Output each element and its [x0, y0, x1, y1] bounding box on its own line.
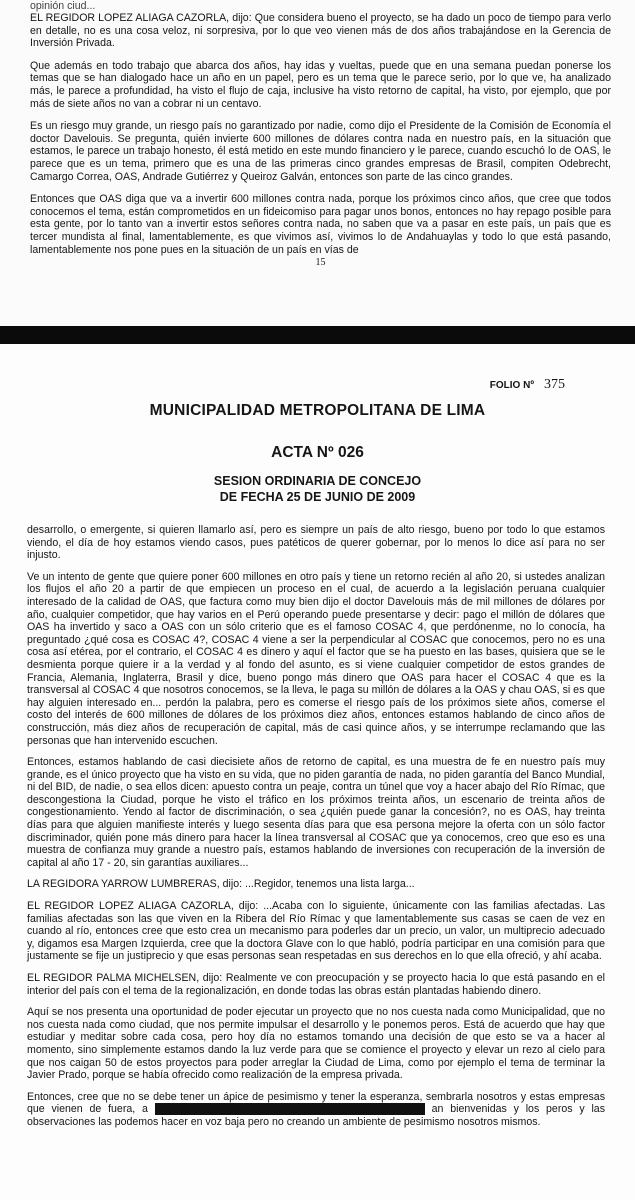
acta-number: ACTA Nº 026: [271, 444, 364, 461]
minutes-body: [27, 524, 605, 1138]
folio-label-text: FOLIO Nº: [489, 380, 534, 391]
current-page: [0, 344, 635, 1200]
previous-page: [0, 0, 635, 326]
institution-title: MUNICIPALIDAD METROPOLITANA DE LIMA: [149, 402, 486, 419]
paragraph: Que además en todo trabajo que abarca dos años, hay idas y vueltas, puede que en una semana puedan ponerse los temas que se han dialogado hace un año en un papel, pero es un tema que le parece serio, por lo que ve, ha analizado más, le parece a profundidad, ha visto el flujo de caja, inclusive ha visto retorno de capital, ha visto, por ejemplo, que por más de siete años no van a cobrar ni un centavo.: [30, 59, 611, 110]
paragraph-final: [27, 1091, 605, 1129]
redaction-bar: [155, 1103, 425, 1115]
paragraph: Entonces que OAS diga que va a invertir 600 millones contra nada, porque los próximos cinco años, que cree que todos conocemos el tema, están comprometidos en un fideicomiso para pagar unos bonos, entonces no hay repago posible para esta gente, por lo tanto van a invertir estos señores contra nada, no saben que va a pasar en este país, un país que es tercer mundista al final, lamentablemente, es que vivimos así, vivimos lo de Andahuaylas y todo lo que está pasando, lamentablemente nos pone pues en la situación de un país en vías de: [30, 193, 611, 256]
folio-label: [490, 377, 565, 393]
paragraph: Ve un intento de gente que quiere poner 600 millones en otro país y tiene un retorno recién al año 20, si ustedes analizan los flujos el año 20 a partir de que empiecen un proceso en el cual, de acuerdo a la legislación peruana cualquier interesado de la calidad de OAS, que factura como muy bien dijo el doctor Davelouis más de mil millones de dólares por año, cualquier competidor, que hay varios en el Perú operando puede presentarse y decir: pago el millón de dólares que OAS ha invertido y saco a OAS con un sólo criterio que es el famoso COSAC 4, que perdónenme, no lo conocía, ha preguntado ¿qué cosa es COSAC 4?, COSAC 4 viene a ser la perpendicular al COSAC que conocemos, pero no es una cosa así etérea, por el contrario, el COSAC 4 es dinero y aquí el factor que se ha puesto en las bases, quisiera que se le desmienta porque quiere ir a la verdad y al fondo del asunto, es si viene cualquier competidor de estos grandes de Francia, Alemania, Inglaterra, Brasil y dice, bueno pongo más dinero que OAS para hacer el COSAC 4 que es la transversal al COSAC 4 que nosotros conocemos, se la lleva, le paga su millón de dólares a la OAS y chau OAS, si es que hay alguien interesado en... perdón la palabra, pero es comerse el riesgo país de los próximos siete años, comerse el costo del interés de 600 millones de dólares de los próximos diez años, entonces estamos hablando de cinco años de construcción, más diez años de recuperación de capital, más de casi quince años, y se interrumpe reclamando que las personas que han intervenido escuchen.: [27, 570, 605, 747]
paragraph-start: Entonces, cree que no se debe tener un ápice de pesimismo y tener la esperanza, sembrarla nosotros y estas empresas que vienen de fuera, a: [27, 1090, 605, 1116]
paragraph: Entonces, estamos hablando de casi diecisiete años de retorno de capital, es una muestra de fe en nuestro país muy grande, es el único proyecto que ha visto en su vida, que no piden garantía de nada, no piden garantía del Banco Mundial, ni del BID, de nadie, o sea ellos dicen: apuesto contra un peaje, contra un túnel que voy a hacer abajo del Río Rímac, que descongestiona la Ciudad, porque he visto el tráfico en los próximos treinta años, un escenario de treinta años de congestionamiento. Yendo al factor de discriminación, o sea ¿quién puede ganar la concesión?, no es OAS, hay treinta días para que alguien manifieste interés y luego sesenta días para que esa persona mejore la oferta con un sólo factor discriminador, quién pone más dinero para hacer la línea transversal al COSAC que ya conocemos, creo que eso es una muestra de confianza muy grande a nuestro país, estamos hablando de inversiones con recuperación de la inversión de capital al año 17 - 20, sin garantías auxiliares...: [27, 756, 605, 869]
session-title: SESION ORDINARIA DE CONCEJO: [213, 474, 422, 488]
paragraph: EL REGIDOR LOPEZ ALIAGA CAZORLA, dijo: Que considera bueno el proyecto, se ha dado un poco de tiempo para verlo en detalle, no es una cosa veloz, ni sorpresiva, por lo que veo vienen más de dos años trabajándose en la Gerencia de Inversión Privada.: [30, 12, 611, 50]
paragraph: Aquí se nos presenta una oportunidad de poder ejecutar un proyecto que no nos cuesta nada como Municipalidad, que no nos cuesta nada como ciudad, que nos permite impulsar el desarrollo y le ponemos peros. Está de acuerdo que hay que estudiar y meditar sobre cada cosa, pero hoy día no estamos tomando una decisión de que esto se va a hacer al momento, sino simplemente estamos dando la luz verde para que se comience el proyecto y elevar un rezo al cielo para que nos caigan 50 de estos proyectos para poder arreglar la Ciudad de Lima, como por ejemplo el tema de terminar la Javier Prado, porque se había ofrecido como realización de la empresa privada.: [27, 1006, 605, 1082]
paragraph: EL REGIDOR LOPEZ ALIAGA CAZORLA, dijo: ...Acaba con lo siguiente, únicamente con las familias afectadas. Las familias afectadas son las que viven en la Ribera del Río Rímac y que lamentablemente sus casas se caen de vez en cuando al río, entonces cree que esto crea un mecanismo para poderles dar un precio, un valor, un multiprecio adecuado y, digamos esa Margen Izquierda, cree que la doctora Glave con lo que habló, podría participar en una comisión para que justamente se fije un justiprecio y que esas personas sean respetadas en sus derechos en lo que ella ofreció, y ahí acaba.: [27, 900, 605, 963]
page-divider: [0, 326, 635, 344]
page-number: 15: [315, 257, 326, 269]
session-date: DE FECHA 25 DE JUNIO DE 2009: [219, 490, 416, 504]
cut-off-fragment: opinión ciud...: [30, 0, 96, 12]
paragraph: LA REGIDORA YARROW LUMBRERAS, dijo: ...Regidor, tenemos una lista larga...: [27, 878, 415, 891]
folio-number: 375: [544, 377, 565, 392]
paragraph-end: an bienvenidas y los peros y las observaciones las podemos hacer en voz baja pero no creando un ambiente de pesimismo nosotros mismos.: [27, 1103, 605, 1128]
paragraph: desarrollo, o emergente, si quieren llamarlo así, pero es siempre un país de alto riesgo, bueno por todo lo que estamos viendo, el día de hoy estamos viendo casos, pues patéticos de querer gobernar, por lo menos lo dice así para no ser injusto.: [27, 524, 605, 562]
paragraph: EL REGIDOR PALMA MICHELSEN, dijo: Realmente ve con preocupación y se proyecto hacia lo que está pasando en el interior del país con el tema de la regionalización, en donde todas las obras están plantadas habiendo dinero.: [27, 972, 605, 997]
paragraph: Es un riesgo muy grande, un riesgo país no garantizado por nadie, como dijo el Presidente de la Comisión de Economía el doctor Davelouis. Se pregunta, quién invierte 600 millones de dólares contra nada en nuestro país, en la situación que estamos, le parece un trabajo honesto, él está metido en este mundo financiero y le parece, cuando escuchó lo de OAS, le parece que es un tema, primero que es una de las primeras cinco grandes empresas de Brasil, compiten Odebrecht, Camargo Correa, OAS, Andrade Gutiérrez y Queiroz Galván, entonces son parte de las cinco grandes.: [30, 120, 611, 183]
